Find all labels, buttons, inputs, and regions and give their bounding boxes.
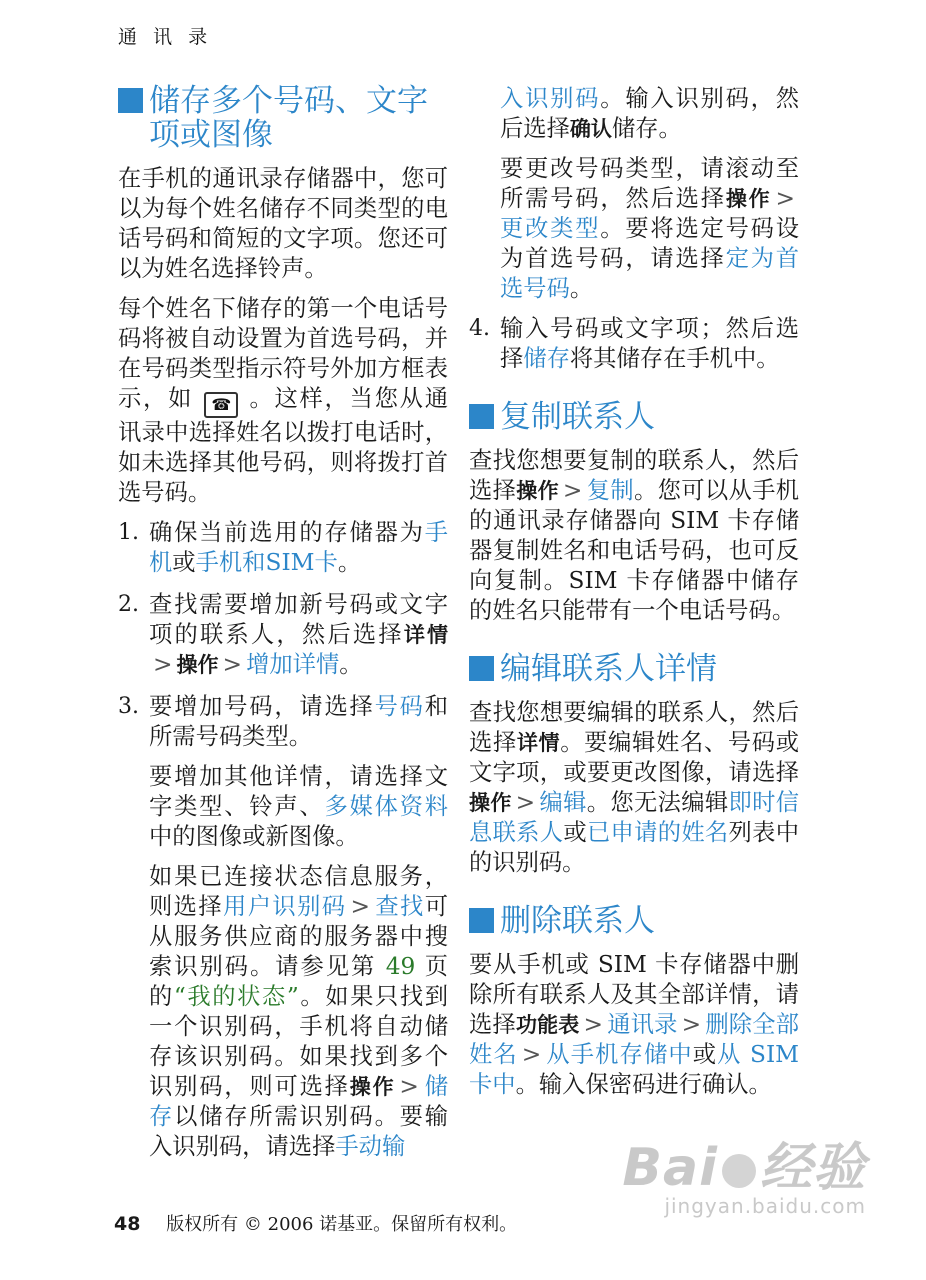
text: 页的	[149, 953, 449, 1010]
link-manual-entry[interactable]: 手动输	[335, 1133, 406, 1160]
text: 。这样，当您从通讯录中选择姓名以拨打电话时，如未选择其他号码，则将拨打首选号码。	[118, 385, 449, 506]
menu-term-options: 操作	[725, 187, 772, 211]
steps-list	[118, 518, 448, 1162]
step-item	[118, 518, 448, 578]
text: 输入号码或文字项；然后选择	[500, 315, 799, 372]
link-set-as-default[interactable]: 定为首选号码	[500, 245, 800, 302]
paw-icon	[722, 1154, 756, 1188]
link-search[interactable]: 查找	[373, 893, 425, 920]
menu-separator: >	[562, 477, 583, 504]
link-delete-all[interactable]: 删除全部姓名	[469, 1011, 800, 1068]
text: 中的图像或新图像。	[149, 823, 359, 850]
text: 储存。	[611, 115, 682, 142]
text: 列表中的识别码。	[469, 819, 800, 876]
menu-term-confirm: 确认	[569, 117, 612, 141]
watermark-url: jingyan.baidu.com	[664, 1194, 866, 1218]
menu-term-options: 操作	[516, 479, 559, 503]
link-user-id[interactable]: 用户识别码	[223, 893, 347, 920]
link-save[interactable]: 储存	[523, 345, 570, 372]
page-reference-number[interactable]: 49	[385, 953, 416, 980]
text: 。您无法编辑	[586, 789, 729, 816]
step-item	[469, 314, 799, 374]
watermark-logo-text: Bai	[622, 1138, 718, 1198]
section-title-line: 项或图像	[149, 117, 273, 153]
text: 每个姓名下储存的第一个电话号码将被自动设置为首选号码，并在号码类型指示符号外加方框表示，如	[118, 295, 448, 412]
text: 如果已连接状态信息服务，则选择	[149, 863, 448, 920]
paragraph	[469, 446, 799, 626]
section-bullet-icon	[469, 656, 494, 681]
menu-separator: >	[153, 651, 173, 678]
text: 。输入保密码进行确认。	[515, 1071, 772, 1098]
link-phone[interactable]: 手机	[149, 519, 448, 576]
section-title-text: 复制联系人	[500, 399, 655, 435]
section-edit-contact	[469, 652, 799, 878]
step-number: 2.	[118, 592, 139, 617]
section-title-line: 储存多个号码、文字	[149, 83, 428, 119]
section-title-text: 删除联系人	[500, 903, 655, 939]
section-title-delete	[469, 904, 799, 938]
menu-term-details: 详情	[403, 623, 449, 647]
link-edit[interactable]: 编辑	[539, 789, 587, 816]
menu-separator: >	[775, 185, 796, 212]
menu-separator: >	[399, 1073, 419, 1100]
step-text	[500, 314, 799, 374]
menu-separator: >	[515, 789, 536, 816]
text: 查找您想要编辑的联系人，然后选择	[469, 699, 799, 756]
section-title-copy	[469, 400, 799, 434]
text: 或	[172, 549, 196, 576]
section-copy-contacts	[469, 400, 799, 626]
text: 查找需要增加新号码或文字项的联系人，然后选择	[149, 591, 448, 648]
step-number: 1.	[118, 520, 139, 545]
text: 要增加其他详情，请选择文字类型、铃声、	[149, 763, 448, 820]
text: 要更改号码类型，请滚动至所需号码，然后选择	[500, 155, 799, 212]
paragraph	[118, 294, 448, 508]
text: 。	[339, 651, 363, 678]
left-column	[118, 84, 448, 1174]
link-phone-and-sim[interactable]: 手机和SIM卡	[195, 549, 338, 576]
step-item	[118, 692, 448, 1162]
link-contacts[interactable]: 通讯录	[607, 1011, 678, 1038]
step-text	[149, 518, 448, 578]
section-title-edit	[469, 652, 799, 686]
link-change-type[interactable]: 更改类型	[500, 215, 601, 242]
section-delete-contacts	[469, 904, 799, 1100]
menu-separator: >	[222, 651, 243, 678]
text: 和所需号码类型。	[149, 693, 449, 750]
preferred-number-phone-icon: ☎	[204, 392, 238, 418]
paragraph	[469, 698, 799, 878]
page-footer	[114, 1210, 517, 1236]
page-number: 48	[114, 1213, 141, 1235]
paragraph: 在手机的通讯录存储器中，您可以为每个姓名储存不同类型的电话号码和简短的文字项。您还可以为姓名选择铃声。	[118, 165, 448, 282]
step-text	[149, 590, 448, 680]
menu-term-options: 操作	[349, 1075, 396, 1099]
running-header: 通 讯 录	[118, 26, 213, 48]
link-subscribed-names[interactable]: 已申请的姓名	[586, 819, 729, 846]
text: 。	[337, 549, 362, 576]
section-bullet-icon	[469, 908, 494, 933]
text: 要从手机或 SIM 卡存储器中删除所有联系人及其全部详情，请选择	[469, 951, 799, 1038]
text: 。要编辑姓名、号码或文字项，或要更改图像，请选择	[469, 729, 800, 786]
text: 。	[569, 275, 594, 302]
text: 。如果只找到一个识别码，手机将自动储存该识别码。如果找到多个识别码，则可选择	[149, 983, 448, 1100]
text: 或	[692, 1041, 718, 1068]
text: 。输入识别码，然后选择	[500, 85, 800, 142]
step-subparagraph	[149, 862, 448, 1162]
link-add-detail[interactable]: 增加详情	[246, 651, 340, 678]
step-number: 4.	[469, 316, 490, 341]
link-from-phone-memory[interactable]: 从手机存储中	[545, 1041, 693, 1068]
link-number[interactable]: 号码	[374, 693, 425, 720]
baidu-jingyan-watermark	[622, 1140, 866, 1218]
text: 查找您想要复制的联系人，然后选择	[469, 447, 799, 504]
text: 以储存所需识别码。要输入识别码，请选择	[149, 1103, 449, 1160]
menu-separator: >	[681, 1011, 702, 1038]
link-gallery[interactable]: 多媒体资料	[324, 793, 449, 820]
paragraph	[469, 950, 799, 1100]
watermark-logo-text: 经验	[759, 1138, 866, 1198]
step-text	[149, 692, 448, 752]
step-subparagraph	[149, 762, 448, 852]
text: 将其储存在手机中。	[569, 345, 780, 372]
section-bullet-icon	[469, 404, 494, 429]
step3-continuation	[469, 84, 799, 304]
menu-term-options: 操作	[469, 791, 512, 815]
menu-separator: >	[583, 1011, 604, 1038]
copyright-notice: 版权所有 © 2006 诺基亚。保留所有权利。	[166, 1214, 518, 1235]
link-save[interactable]: 储存	[149, 1073, 449, 1130]
link-chat-contacts[interactable]: 即时信息联系人	[469, 789, 800, 846]
steps-list	[469, 314, 799, 374]
step-subparagraph	[500, 84, 799, 144]
menu-separator: >	[350, 893, 370, 920]
cross-reference-my-presence[interactable]: “我的状态”	[173, 983, 299, 1010]
text: 。您可以从手机的通讯录存储器向 SIM 卡存储器复制姓名和电话号码，也可反向复制。SIM 卡存储器中储存的姓名只能带有一个电话号码。	[469, 477, 800, 624]
section-bullet-icon	[118, 88, 143, 113]
text: 可从服务供应商的服务器中搜索识别码。请参见第	[149, 893, 449, 980]
section-title-store-multiple	[118, 84, 448, 152]
menu-term-details: 详情	[516, 731, 561, 755]
step-number: 3.	[118, 694, 139, 719]
text: 要增加号码，请选择	[149, 693, 375, 720]
watermark-logo	[622, 1140, 866, 1196]
text: 。要将选定号码设为首选号码，请选择	[500, 215, 800, 272]
link-from-sim-card[interactable]: 从 SIM 卡中	[469, 1041, 800, 1098]
link-manual-entry-cont[interactable]: 入识别码	[500, 85, 601, 112]
text: 确保当前选用的存储器为	[149, 519, 425, 546]
section-title-text: 编辑联系人详情	[500, 651, 717, 687]
menu-term-menu: 功能表	[515, 1013, 580, 1037]
menu-separator: >	[521, 1041, 542, 1068]
menu-term-options: 操作	[176, 653, 219, 677]
link-copy[interactable]: 复制	[586, 477, 635, 504]
step-subparagraph	[500, 154, 799, 304]
right-column	[469, 84, 799, 1110]
step-item	[118, 590, 448, 680]
text: 或	[563, 819, 587, 846]
